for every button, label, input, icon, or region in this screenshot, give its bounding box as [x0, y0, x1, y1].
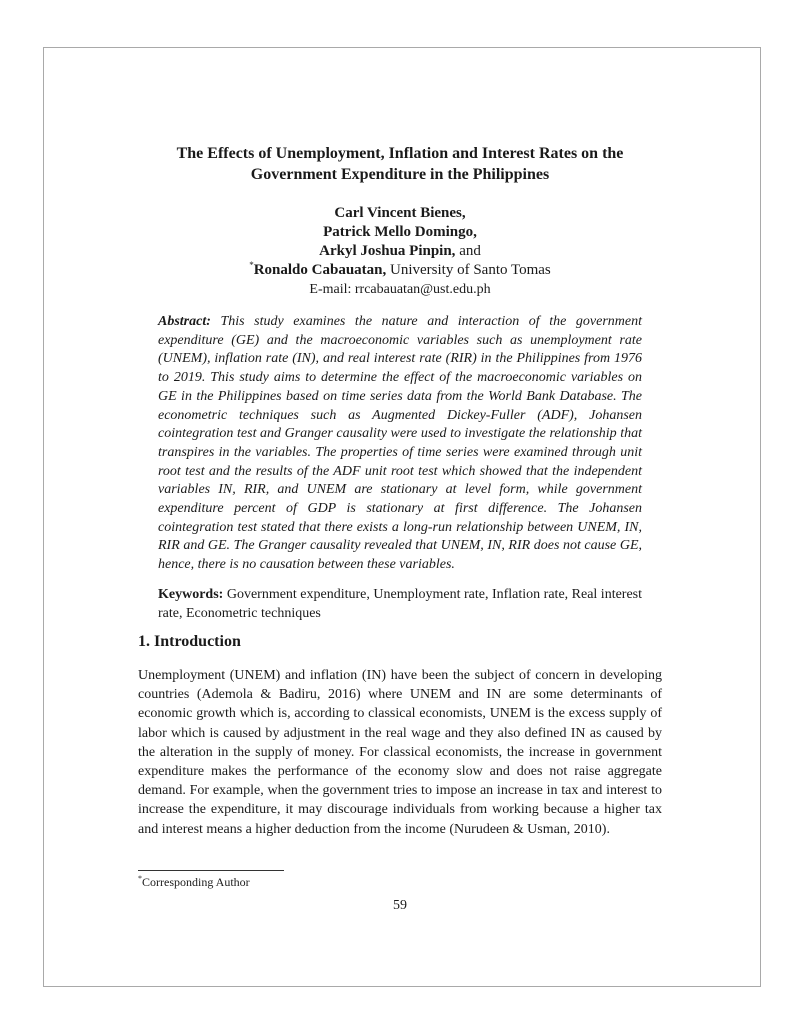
- footnote-mark: *: [138, 874, 142, 883]
- author-block: [150, 204, 650, 299]
- paper-title: [100, 143, 700, 185]
- introduction-paragraph: Unemployment (UNEM) and inflation (IN) have been the subject of concern in developing countries (Ademola & Badiru, 2016) where UNEM and IN are some determinants of economic growth which is, according to classical economists, UNEM is the excess supply of labor which is caused by adjustment in the real wage and they also defined IN as caused by the alteration in the supply of money. For classical economists, the increase in government expenditure makes the performance of the economy slow and does not raise aggregate demand. For example, when the government tries to impose an increase in tax and interest to increase the expenditure, it may discourage individuals from working because a higher tax and interest means a higher deduction from the income (Nurudeen & Usman, 2010).: [138, 668, 662, 837]
- corresponding-mark: *: [249, 260, 254, 270]
- author-4-name: Ronaldo Cabauatan,: [253, 262, 387, 278]
- author-4: [150, 261, 650, 280]
- title-line-2: Government Expenditure in the Philippines: [250, 166, 550, 183]
- footnote-divider: [138, 870, 284, 871]
- author-2: [150, 223, 650, 242]
- keywords: [158, 585, 642, 623]
- keywords-text: Government expenditure, Unemployment rate, Inflation rate, Real interest rate, Econometric techniques: [158, 587, 643, 621]
- author-1: [150, 204, 650, 223]
- author-email: E-mail: rrcabauatan@ust.edu.ph: [309, 282, 491, 297]
- author-3-name: Arkyl Joshua Pinpin,: [319, 243, 456, 259]
- and-conjunction: and: [455, 243, 481, 259]
- author-2-name: Patrick Mello Domingo,: [323, 224, 477, 240]
- author-3: [150, 242, 650, 261]
- keywords-label: Keywords:: [158, 587, 224, 602]
- affiliation: University of Santo Tomas: [386, 262, 551, 278]
- abstract: [158, 313, 642, 575]
- abstract-text: This study examines the nature and interaction of the government expenditure (GE) and the macroeconomic variables such as unemployment rate (UNEM), inflation rate (IN), and real interest rate (RIR) in the Philippines from 1976 to 2019. This study aims to determine the effect of the macroeconomic variables on GE in the Philippines based on time series data from the World Bank Database. The econometric techniques such as Augmented Dickey-Fuller (ADF), Johansen cointegration test and Granger causality were used to investigate the relationship that transpires in the variables. The properties of time series were examined through unit root test and the results of the ADF unit root test which showed that the independent variables IN, RIR, and UNEM are stationary at level form, while government expenditure percent of GDP is stationary at first difference. The Johansen cointegration test stated that there exists a long-run relationship between UNEM, IN, RIR and GE. The Granger causality revealed that UNEM, IN, RIR does not cause GE, hence, there is no causation between these variables.: [158, 314, 642, 573]
- section-heading-introduction: 1. Introduction: [138, 633, 241, 650]
- page-number: 59: [393, 898, 407, 913]
- footnote: [138, 875, 250, 890]
- author-1-name: Carl Vincent Bienes,: [334, 205, 466, 221]
- abstract-label: Abstract:: [158, 314, 211, 329]
- footnote-text: Corresponding Author: [142, 875, 250, 889]
- title-line-1: The Effects of Unemployment, Inflation and Interest Rates on the: [176, 145, 624, 162]
